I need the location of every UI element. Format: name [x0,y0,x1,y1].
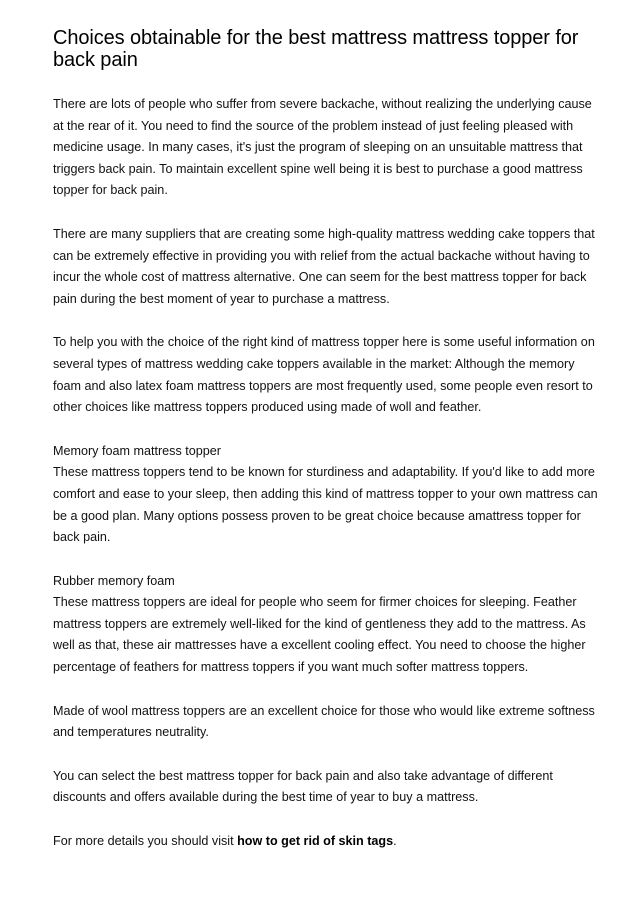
skin-tags-link[interactable]: how to get rid of skin tags [237,834,394,849]
paragraph-discounts: You can select the best mattress topper for back pain and also take advantage of different discounts and offers available during the best time of year to buy a mattress. [53,768,553,805]
footer-prefix: For more details you should visit [53,834,238,849]
footer-paragraph [53,831,598,853]
section-rubber-foam [53,571,598,679]
section-memory-foam-heading: Memory foam mattress topper [53,443,221,458]
paragraph-wool: Made of wool mattress toppers are an excellent choice for those who would like extreme softness and temperatures neutrality. [53,703,595,740]
document-title: Choices obtainable for the best mattress mattress topper for back pain [53,27,579,71]
paragraph-intro: There are lots of people who suffer from severe backache, without realizing the underlying cause at the rear of it. You need to find the source of the problem instead of just feeling pleased with medicine usage. In many cases, it's just the program of sleeping on an unsuitable mattress that triggers back pain. To maintain excellent spine well being it is best to purchase a good mattress topper for back pain. [53,97,592,198]
paragraph-types: To help you with the choice of the right kind of mattress topper here is some useful information on several types of mattress wedding cake toppers available in the market: Although the memory foam and also latex foam mattress toppers are most frequently used, some people even resort to other choices like mattress toppers produced using made of woll and feather. [53,335,595,415]
paragraph-suppliers: There are many suppliers that are creating some high-quality mattress wedding cake toppers that can be extremely effective in providing you with relief from the actual backache without having to incur the whole cost of mattress alternative. One can seem for the best mattress topper for back pain during the best moment of year to purchase a mattress. [53,226,595,306]
section-memory-foam-body: These mattress toppers tend to be known for sturdiness and adaptability. If you'd like to add more comfort and ease to your sleep, then adding this kind of mattress topper to your own mattress can be a good plan. Many options possess proven to be great choice because amattress topper for back pain. [53,465,598,545]
footer-suffix: . [393,834,397,849]
section-rubber-foam-heading: Rubber memory foam [53,573,175,588]
section-rubber-foam-body: These mattress toppers are ideal for people who seem for firmer choices for sleeping. Feather mattress toppers are extremely well-liked for the kind of gentleness they add to the mattress. As well as that, these air mattresses have a excellent cooling effect. You need to choose the higher percentage of feathers for mattress toppers if you want much softer mattress toppers. [53,595,586,675]
section-memory-foam [53,441,598,549]
